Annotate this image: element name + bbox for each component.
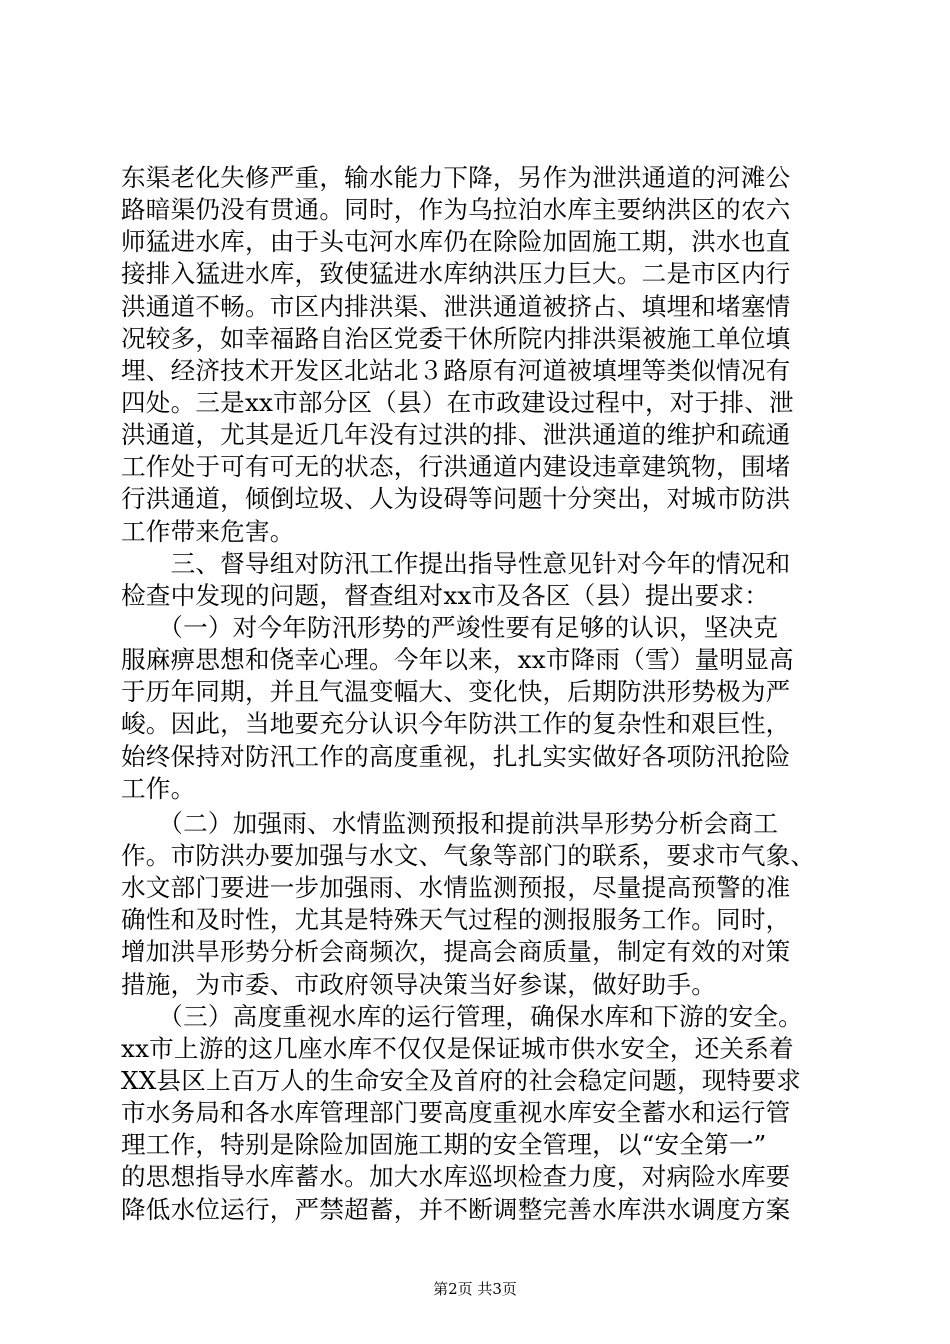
text-line: 东渠老化失修严重，输水能力下降，另作为泄洪通道的河滩公 — [121, 163, 791, 192]
text-line: 路暗渠仍没有贯通。同时，作为乌拉泊水库主要纳洪区的农六 — [121, 195, 791, 225]
text-line: 埋、经济技术开发区北站北３路原有河道被填埋等类似情况有 — [121, 355, 791, 385]
text-line: 措施，为市委、市政府领导决策当好参谋，做好助手。 — [121, 969, 717, 999]
text-line: 确性和及时性，尤其是特殊天气过程的测报服务工作。同时， — [121, 905, 791, 935]
text-line: 理工作，特别是除险加固施工期的安全管理，以“安全第一” — [121, 1130, 767, 1160]
text-line: 行洪通道，倾倒垃圾、人为设碍等问题十分突出，对城市防洪 — [121, 484, 791, 514]
text-line: 始终保持对防汛工作的高度重视，扎扎实实做好各项防汛抢险 — [121, 741, 791, 771]
paragraph-start-line: （二）加强雨、水情监测预报和提前洪旱形势分析会商工 — [121, 808, 779, 838]
text-line: 服麻痹思想和侥幸心理。今年以来，xx市降雨（雪）量明显高 — [121, 645, 794, 675]
document-body — [121, 162, 837, 1226]
text-line: 工作处于可有可无的状态，行洪通道内建设违章建筑物，围堵 — [121, 452, 791, 482]
text-line: 增加洪旱形势分析会商频次，提高会商质量，制定有效的对策 — [121, 937, 791, 967]
text-line: 师猛进水库，由于头屯河水库仍在除险加固施工期，洪水也直 — [121, 227, 791, 257]
text-line: 洪通道，尤其是近几年没有过洪的排、泄洪通道的维护和疏通 — [121, 420, 791, 450]
text-line: 检查中发现的问题，督查组对xx市及各区（县）提出要求： — [121, 580, 769, 610]
text-line: 市水务局和各水库管理部门要高度重视水库安全蓄水和运行管 — [121, 1098, 791, 1128]
text-line: 工作带来危害。 — [121, 516, 295, 546]
text-line: 接排入猛进水库，致使猛进水库纳洪压力巨大。二是市区内行 — [121, 259, 791, 289]
text-line: 四处。三是xx市部分区（县）在市政建设过程中，对于排、泄 — [121, 387, 794, 417]
text-line: 况较多，如幸福路自治区党委干休所院内排洪渠被施工单位填 — [121, 323, 791, 353]
text-line: 的思想指导水库蓄水。加大水库巡坝检查力度，对病险水库要 — [121, 1162, 791, 1192]
page-number: 第2页 共3页 — [433, 1280, 517, 1298]
text-line: 洪通道不畅。市区内排洪渠、泄洪通道被挤占、填埋和堵塞情 — [121, 291, 791, 321]
paragraph-start-line: （一）对今年防汛形势的严竣性要有足够的认识，坚决克 — [121, 612, 779, 642]
text-line: XX县区上百万人的生命安全及首府的社会稳定问题，现特要求 — [121, 1065, 802, 1095]
text-line: 峻。因此，当地要充分认识今年防洪工作的复杂性和艰巨性， — [121, 709, 791, 739]
text-line: 于历年同期，并且气温变幅大、变化快，后期防洪形势极为严 — [121, 677, 791, 707]
text-line: 降低水位运行，严禁超蓄，并不断调整完善水库洪水调度方案 — [121, 1194, 791, 1224]
text-line: 工作。 — [121, 773, 196, 803]
section-heading-line: 三、督导组对防汛工作提出指导性意见针对今年的情况和 — [121, 548, 791, 578]
page-footer — [0, 1279, 950, 1299]
text-line: xx市上游的这几座水库不仅仅是保证城市供水安全，还关系着 — [121, 1033, 794, 1063]
text-line: 作。市防洪办要加强与水文、气象等部门的联系，要求市气象、 — [121, 840, 816, 870]
paragraph-start-line: （三）高度重视水库的运行管理，确保水库和下游的安全。 — [121, 1001, 803, 1031]
text-line: 水文部门要进一步加强雨、水情监测预报，尽量提高预警的准 — [121, 873, 791, 903]
